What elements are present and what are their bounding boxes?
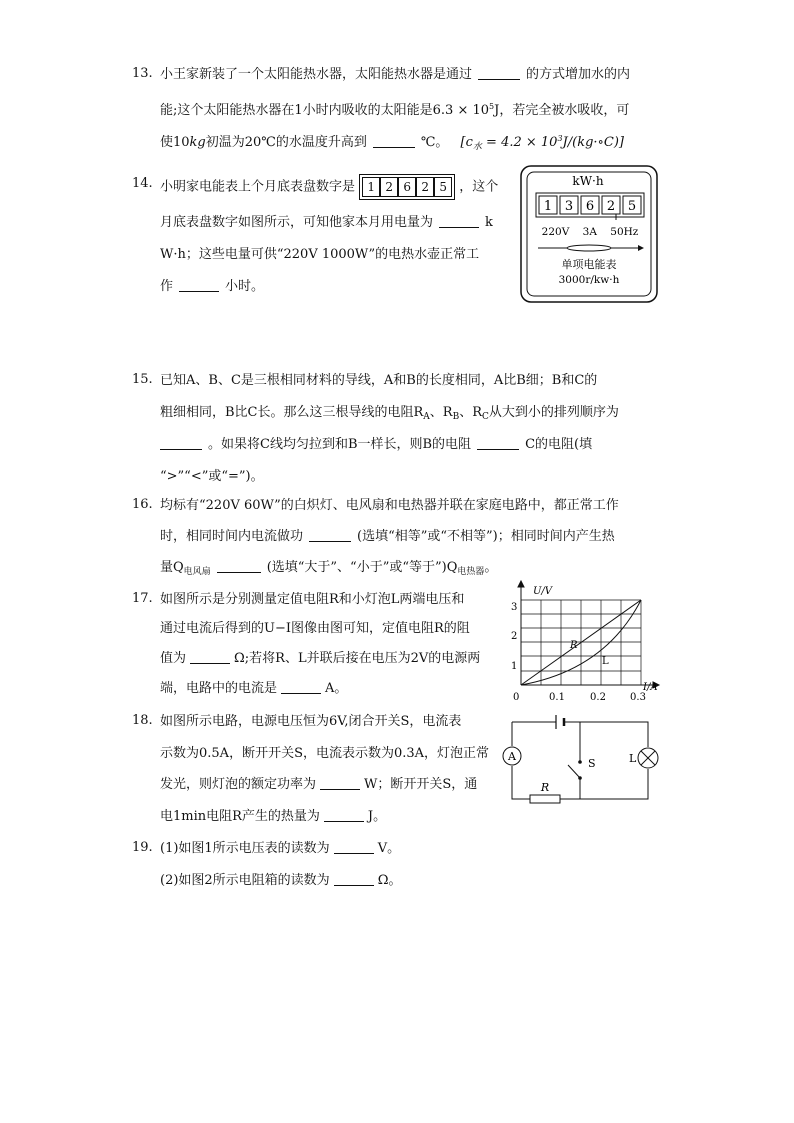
q19-text: (2)如图2所示电阻箱的读数为 <box>160 873 330 888</box>
q14-text: k <box>485 215 493 230</box>
q18-text: 如图所示电路，电源电压恒为6V,闭合开关S，电流表 <box>160 714 462 729</box>
q17-text: 通过电流后得到的U−I图像由图可知，定值电阻R的阻 <box>160 621 470 636</box>
meter-unit: kW·h <box>572 174 604 188</box>
q18-text: 电1min电阻R产生的热量为 <box>160 809 320 824</box>
y-tick: 3 <box>511 602 518 613</box>
q15-text: 。如果将C线均匀拉到和B一样长，则B的电阻 <box>208 437 472 452</box>
q18-text: J。 <box>367 809 387 824</box>
subscript: A <box>423 412 430 422</box>
x-axis-label: I/A <box>643 682 658 693</box>
subscript: B <box>452 412 460 422</box>
question-number: 15. <box>132 372 153 387</box>
y-axis-label: U/V <box>533 586 553 597</box>
digit: 2 <box>380 177 398 197</box>
q16-text: 均标有“220V 60W”的白炽灯、电风扇和电热器并联在家庭电路中，都正常工作 <box>160 498 619 513</box>
formula-part: J/(kg·∘C)] <box>562 135 624 150</box>
lamp-label: L <box>629 752 637 765</box>
q17-text: Ω;若将R、L并联后接在电压为2V的电源两 <box>234 651 481 666</box>
q14-text: 月底表盘数字如图所示，可知他家本月用电量为 <box>160 215 434 230</box>
q15-text: 、R <box>459 405 483 420</box>
q16-text: (选填“大于”、“小于”或“等于”)Q <box>266 560 458 575</box>
switch-label: S <box>588 757 596 770</box>
q19-text: V。 <box>377 841 401 856</box>
question-number: 13. <box>132 66 153 81</box>
subscript: C <box>482 412 489 422</box>
ammeter-label: A <box>508 750 516 763</box>
answer-blank[interactable] <box>324 809 364 822</box>
formula-sup: 3 <box>557 134 563 143</box>
answer-blank[interactable] <box>309 529 351 542</box>
q14-text: 作 <box>160 279 174 294</box>
meter-digit: 1 <box>543 199 553 214</box>
q16-text: 时，相同时间内电流做功 <box>160 529 304 544</box>
q15-text: 、R <box>429 405 453 420</box>
subscript: 电热器 <box>457 567 485 577</box>
q13-text: ℃。 <box>420 135 449 150</box>
q14-text: 小明家电能表上个月底表盘数字是 <box>160 179 356 195</box>
q15-text: 已知A、B、C是三根相同材料的导线，A和B的长度相同，A比B细；B和C的 <box>160 373 598 388</box>
label-R: R <box>570 640 578 651</box>
x-tick: 0.1 <box>549 692 565 703</box>
label-L: L <box>602 656 609 667</box>
digit: 5 <box>434 177 452 197</box>
q13-text: 能;这个太阳能热水器在1小时内吸收的太阳能是6.3 × 10 <box>160 103 490 118</box>
answer-blank[interactable] <box>190 651 230 664</box>
wire <box>580 769 648 799</box>
digit: 2 <box>416 177 434 197</box>
q13-text: 使10 <box>160 135 190 150</box>
q17-text: 端，电路中的电流是 <box>160 681 278 696</box>
q16-text: (选填“相等”或“不相等”)；相同时间内产生热 <box>357 529 615 544</box>
q15-text: C的电阻(填 <box>525 437 593 452</box>
q17-text: A。 <box>325 681 348 696</box>
exponent: 5 <box>489 102 495 111</box>
y-tick: 2 <box>511 631 518 642</box>
q16-text: 。 <box>484 560 498 575</box>
digit: 1 <box>362 177 380 197</box>
resistor-label: R <box>540 781 550 794</box>
question-number: 16. <box>132 497 153 512</box>
formula-sub: 水 <box>472 142 482 152</box>
meter-name: 单项电能表 <box>561 258 617 271</box>
answer-blank[interactable] <box>334 841 374 854</box>
ammeter-symbol <box>503 747 521 765</box>
subscript: 电风扇 <box>183 567 211 577</box>
q18-text: 示数为0.5A，断开开关S，电流表示数为0.3A，灯泡正常 <box>160 746 490 761</box>
meter-specs: 220V 3A 50Hz <box>541 226 639 238</box>
answer-blank[interactable] <box>179 279 219 292</box>
q15-text: 粗细相同，B比C长。那么这三根导线的电阻R <box>160 405 424 420</box>
question-number: 19. <box>132 840 153 855</box>
meter-digit: 6 <box>585 199 595 214</box>
answer-blank[interactable] <box>217 560 261 573</box>
electric-meter-figure <box>520 165 660 305</box>
meter-digit: 3 <box>564 199 574 214</box>
last-month-meter-digits <box>359 174 455 200</box>
answer-blank[interactable] <box>478 67 520 80</box>
answer-blank[interactable] <box>320 777 360 790</box>
meter-digit: 5 <box>627 199 637 214</box>
battery-symbol <box>556 715 564 729</box>
answer-blank[interactable] <box>334 873 374 886</box>
q16-text: 量Q <box>160 560 184 575</box>
question-number: 18. <box>132 713 153 728</box>
question-number: 14. <box>132 176 153 191</box>
answer-blank[interactable] <box>477 437 519 450</box>
meter-rate: 3000r/kw·h <box>558 274 620 286</box>
formula <box>461 135 624 150</box>
question-number: 17. <box>132 591 153 606</box>
origin-label: 0 <box>513 692 520 703</box>
unit-kg: kg <box>189 135 206 150</box>
q14-text: 小时。 <box>225 279 265 294</box>
answer-blank[interactable] <box>160 437 202 450</box>
q13-text: J，若完全被水吸收，可 <box>494 103 630 118</box>
ui-graph <box>505 580 670 710</box>
resistor-symbol <box>530 781 560 803</box>
y-tick: 1 <box>511 661 518 672</box>
circuit-diagram <box>498 712 678 804</box>
q13-text: 初温为20℃的水温度升高到 <box>205 135 367 150</box>
q17-text: 值为 <box>160 651 187 666</box>
q19-text: Ω。 <box>377 873 402 888</box>
answer-blank[interactable] <box>439 215 479 228</box>
q13-text: 的方式增加水的内 <box>526 67 631 82</box>
q17-text: 如图所示是分别测量定值电阻R和小灯泡L两端电压和 <box>160 592 465 607</box>
q15-text: “>”“<”或“=”)。 <box>160 469 264 484</box>
digit: 6 <box>398 177 416 197</box>
formula-part: = 4.2 × 10 <box>481 135 558 150</box>
q14-text: W·h；这些电量可供“220V 1000W”的电热水壶正常工 <box>160 247 480 262</box>
x-tick: 0.3 <box>630 692 646 703</box>
q18-text: 发光，则灯泡的额定功率为 <box>160 777 317 792</box>
switch-symbol <box>568 757 596 780</box>
x-tick: 0.2 <box>590 692 606 703</box>
q15-text: 从大到小的排列顺序为 <box>488 405 619 420</box>
meter-digit: 2 <box>606 199 616 214</box>
answer-blank[interactable] <box>281 681 321 694</box>
lamp-symbol <box>629 748 658 768</box>
q19-text: (1)如图1所示电压表的读数为 <box>160 841 330 856</box>
formula-part: [c <box>460 135 473 150</box>
q18-text: W；断开开关S，通 <box>364 777 478 792</box>
q14-text: ，这个 <box>459 179 499 195</box>
answer-blank[interactable] <box>373 135 415 148</box>
q13-text: 小王家新装了一个太阳能热水器，太阳能热水器是通过 <box>160 67 473 82</box>
